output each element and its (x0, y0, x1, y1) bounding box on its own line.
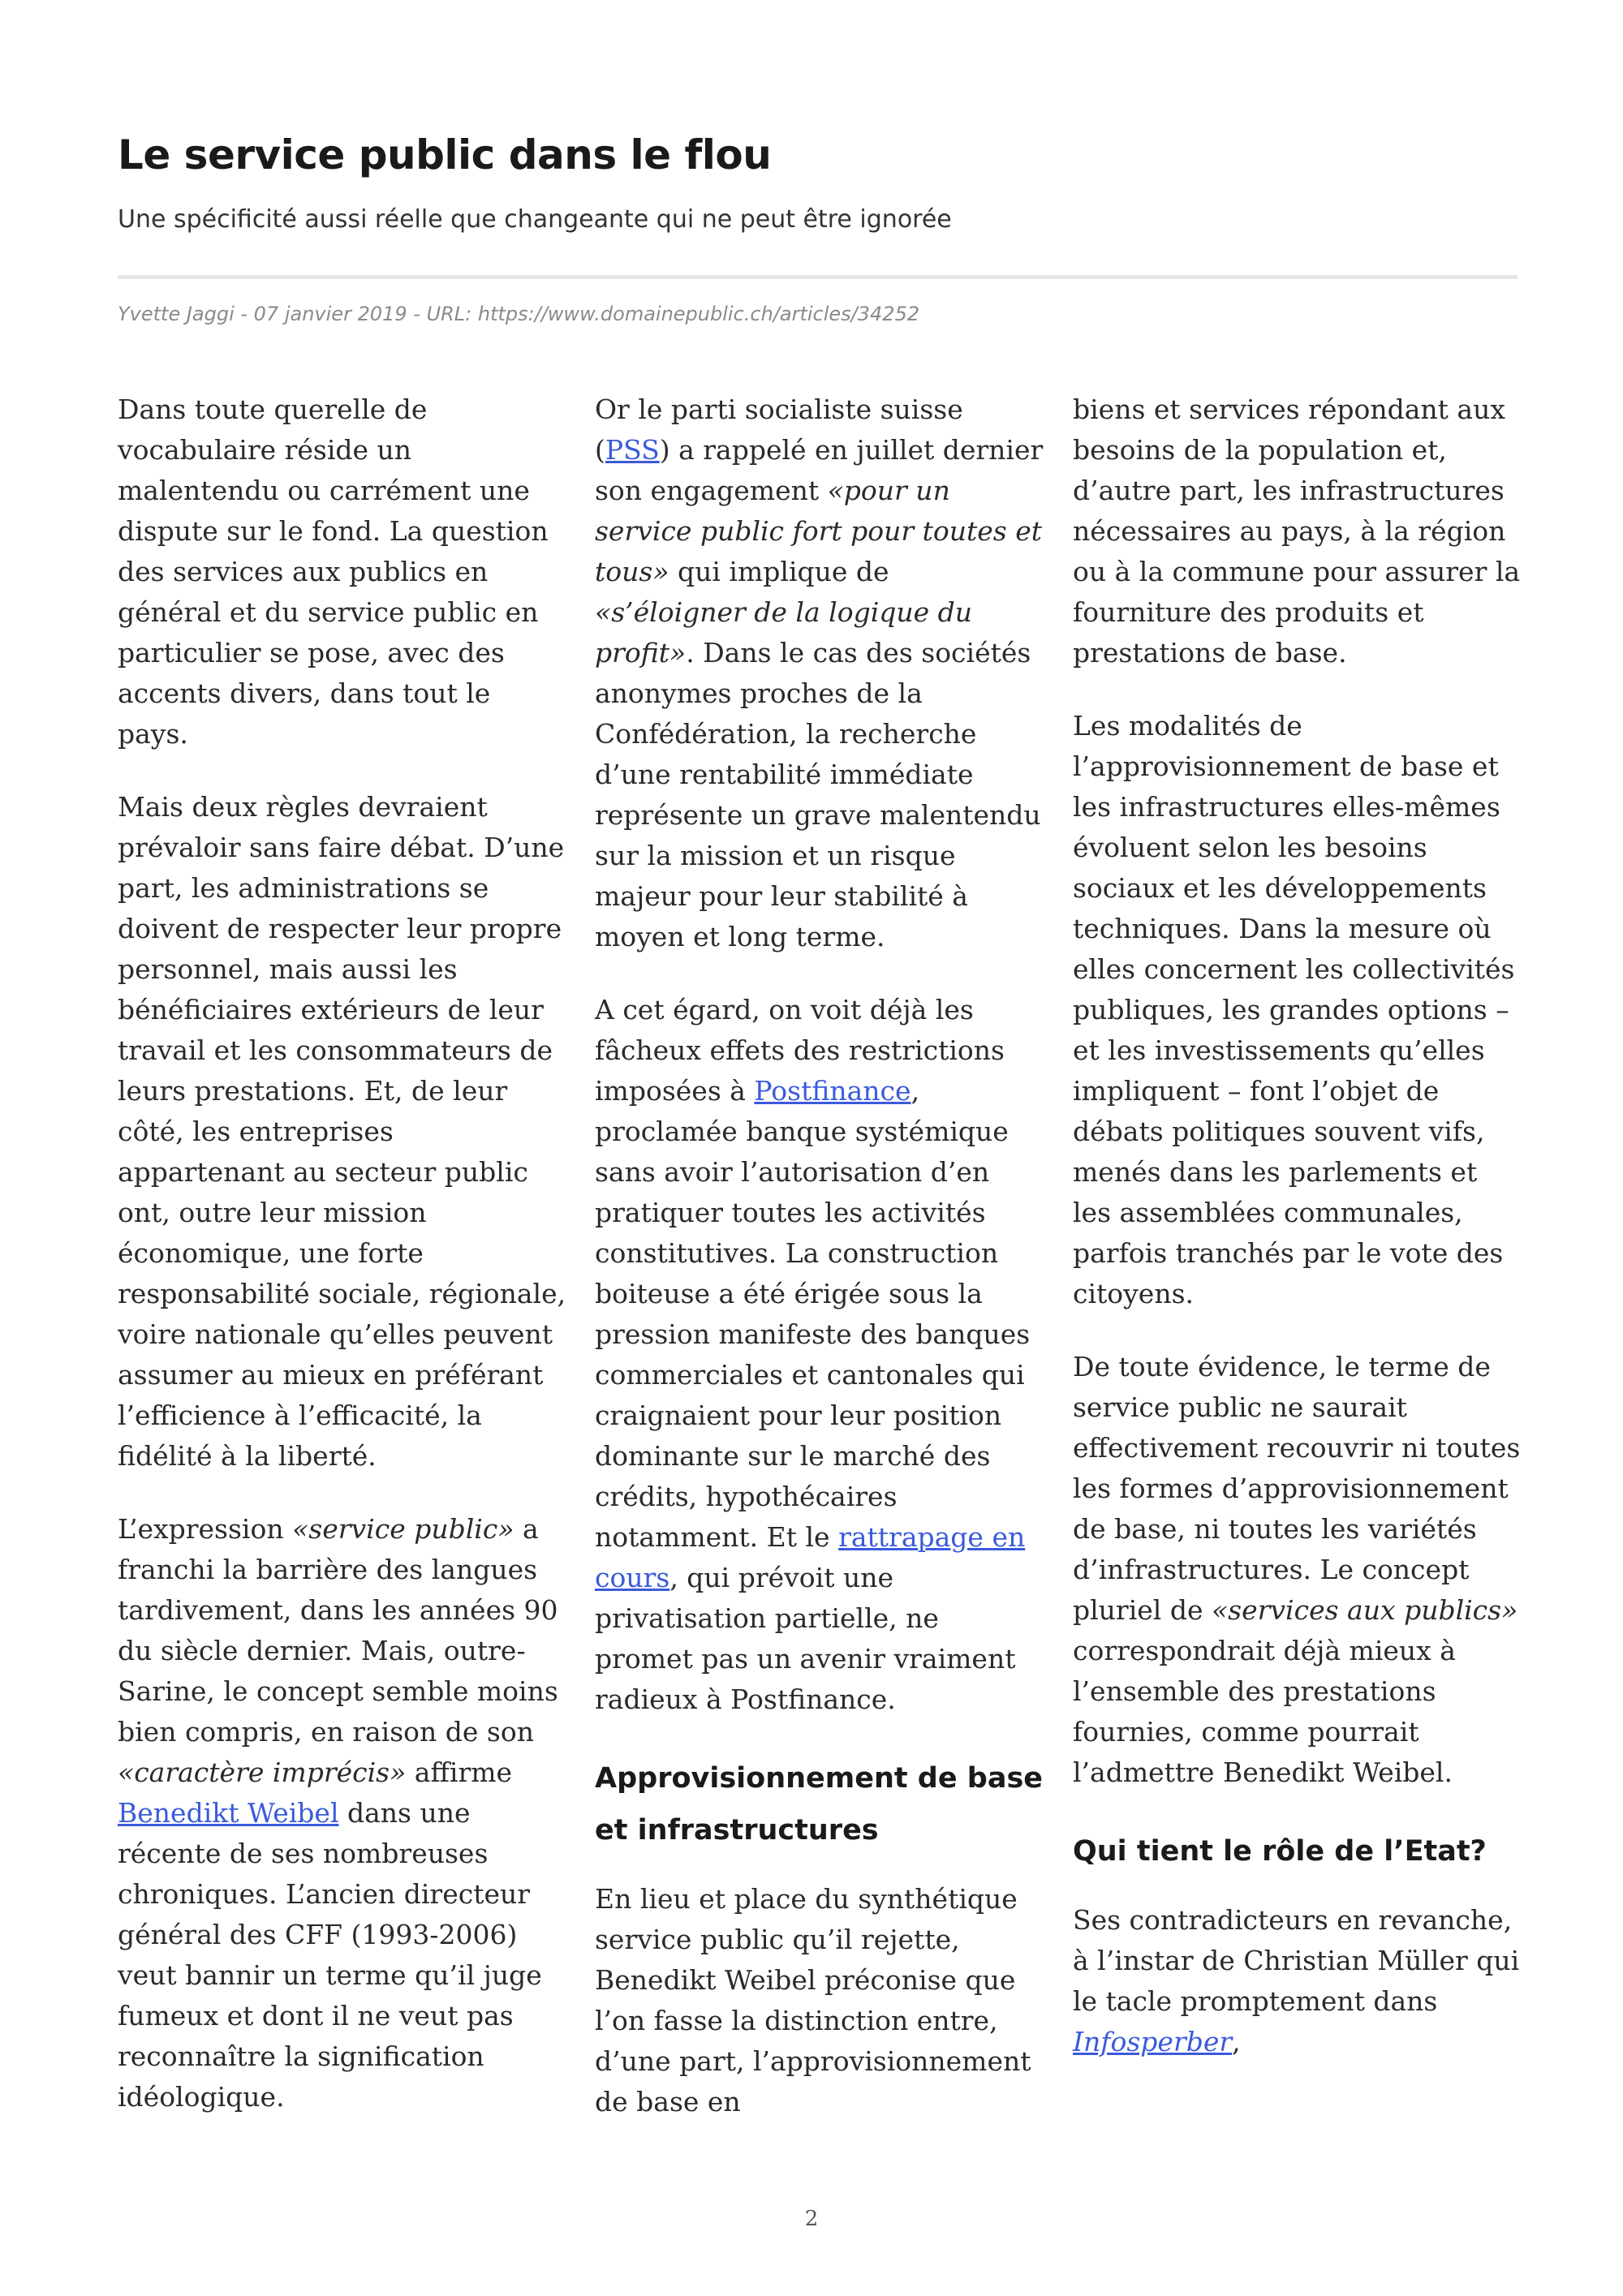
section-heading: Qui tient le rôle de l’Etat? (1073, 1835, 1487, 1868)
article-title: Le service public dans le flou (118, 131, 772, 178)
section-heading: Approvisionnement de base et infrastructures (595, 1762, 1044, 1847)
text: L’expression (118, 1513, 293, 1545)
text: affirme (406, 1756, 513, 1788)
text: qui implique de (669, 556, 889, 587)
paragraph (1073, 1347, 1523, 1793)
link-postfinance[interactable]: Postfinance (754, 1075, 911, 1107)
text-column-3 (1073, 389, 1523, 2095)
paragraph: biens et services répondant aux besoins de la population et, d’autre part, les infrastructures nécessaires au pays, à la région ou à la commune pour assurer la fourniture des produits et prestations de base. (1073, 393, 1521, 669)
text: ) a rappelé en juillet dernier son engagement (595, 434, 1044, 506)
header-divider (118, 275, 1518, 279)
text: . Dans le cas des sociétés anonymes proches de la Confédération, la recherche d’une rentabilité immédiate représente un grave malentendu sur la mission et un risque majeur pour leur stabilité à moyen et long terme. (595, 637, 1041, 952)
page-number: 2 (804, 2207, 819, 2231)
link-pss[interactable]: PSS (605, 434, 660, 466)
paragraph (595, 389, 1045, 957)
quote: «service public» (292, 1513, 514, 1545)
quote: «s’éloigner de la logique du profit» (595, 596, 973, 669)
article-meta: Yvette Jaggi - 07 janvier 2019 - URL: https://www.domainepublic.ch/articles/34252 (118, 303, 920, 325)
link-rattrapage-en-cours[interactable]: rattrapage en cours (595, 1521, 1026, 1593)
paragraph (118, 1509, 568, 2118)
text: dans une récente de ses nombreuses chroniques. L’ancien directeur général des CFF (1993-2006) veut bannir un terme qu’il juge fumeux et dont il ne veut pas reconnaître la signification idéologique. (118, 1797, 542, 2113)
text: De toute évidence, le terme de service public ne saurait effectivement recouvrir ni toutes les formes d’approvisionnement de base, ni toutes les variétés d’infrastructures. Le concept pluriel de (1073, 1351, 1521, 1626)
paragraph: En lieu et place du synthétique service public qu’il rejette, Benedikt Weibel préconise que l’on fasse la distinction entre, d’une part, l’approvisionnement de base en (595, 1883, 1031, 2118)
text: , qui prévoit une privatisation partielle, ne promet pas un avenir vraiment radieux à Postfinance. (595, 1562, 1016, 1715)
text: Or le parti socialiste suisse ( (595, 393, 963, 466)
link-infosperber[interactable]: Infosperber (1073, 2026, 1233, 2057)
paragraph: Les modalités de l’approvisionnement de base et les infrastructures elles-mêmes évoluent selon les besoins sociaux et les développements techniques. Dans la mesure où elles concernent les collectivités publiques, les grandes options – et les investissements qu’elles impliquent – font l’objet de débats politiques souvent vifs, menés dans les parlements et les assemblées communales, parfois tranchés par le vote des citoyens. (1073, 710, 1515, 1309)
paragraph (595, 990, 1045, 1720)
text: a franchi la barrière des langues tardivement, dans les années 90 du siècle dernier. Mais, outre-Sarine, le concept semble moins bien compris, en raison de son (118, 1513, 558, 1748)
paragraph (1073, 1900, 1523, 2062)
text-column-2 (595, 389, 1045, 2155)
text: A cet égard, on voit déjà les fâcheux effets des restrictions imposées à (595, 994, 1005, 1107)
text: , proclamée banque systémique sans avoir l’autorisation d’en pratiquer toutes les activités constitutives. La construction boiteuse a été érigée sous la pression manifeste des banques commerciales et cantonales qui craignaient pour leur position dominante sur le marché des crédits, hypothécaires notamment. Et le (595, 1075, 1031, 1553)
text: , (1232, 2026, 1241, 2057)
quote: «caractère imprécis» (118, 1756, 407, 1788)
article-subtitle: Une spécificité aussi réelle que changeante qui ne peut être ignorée (118, 205, 952, 234)
text: Ses contradicteurs en revanche, à l’instar de Christian Müller qui le tacle promptement dans (1073, 1904, 1520, 2017)
text: correspondrait déjà mieux à l’ensemble des prestations fournies, comme pourrait l’admettre Benedikt Weibel. (1073, 1635, 1456, 1788)
paragraph: Mais deux règles devraient prévaloir sans faire débat. D’une part, les administrations se doivent de respecter leur propre personnel, mais aussi les bénéficiaires extérieurs de leur travail et les consommateurs de leurs prestations. Et, de leur côté, les entreprises appartenant au secteur public ont, outre leur mission économique, une forte responsabilité sociale, régionale, voire nationale qu’elles peuvent assumer au mieux en préférant l’efficience à l’efficacité, la fidélité à la liberté. (118, 791, 566, 1472)
link-benedikt-weibel[interactable]: Benedikt Weibel (118, 1797, 339, 1829)
text-column-1 (118, 389, 568, 2150)
quote: «pour un service public fort pour toutes et tous» (595, 475, 1043, 587)
quote: «services aux publics» (1211, 1594, 1518, 1626)
paragraph: Dans toute querelle de vocabulaire réside un malentendu ou carrément une dispute sur le fond. La question des services aux publics en général et du service public en particulier se pose, avec des accents divers, dans tout le pays. (118, 393, 549, 750)
